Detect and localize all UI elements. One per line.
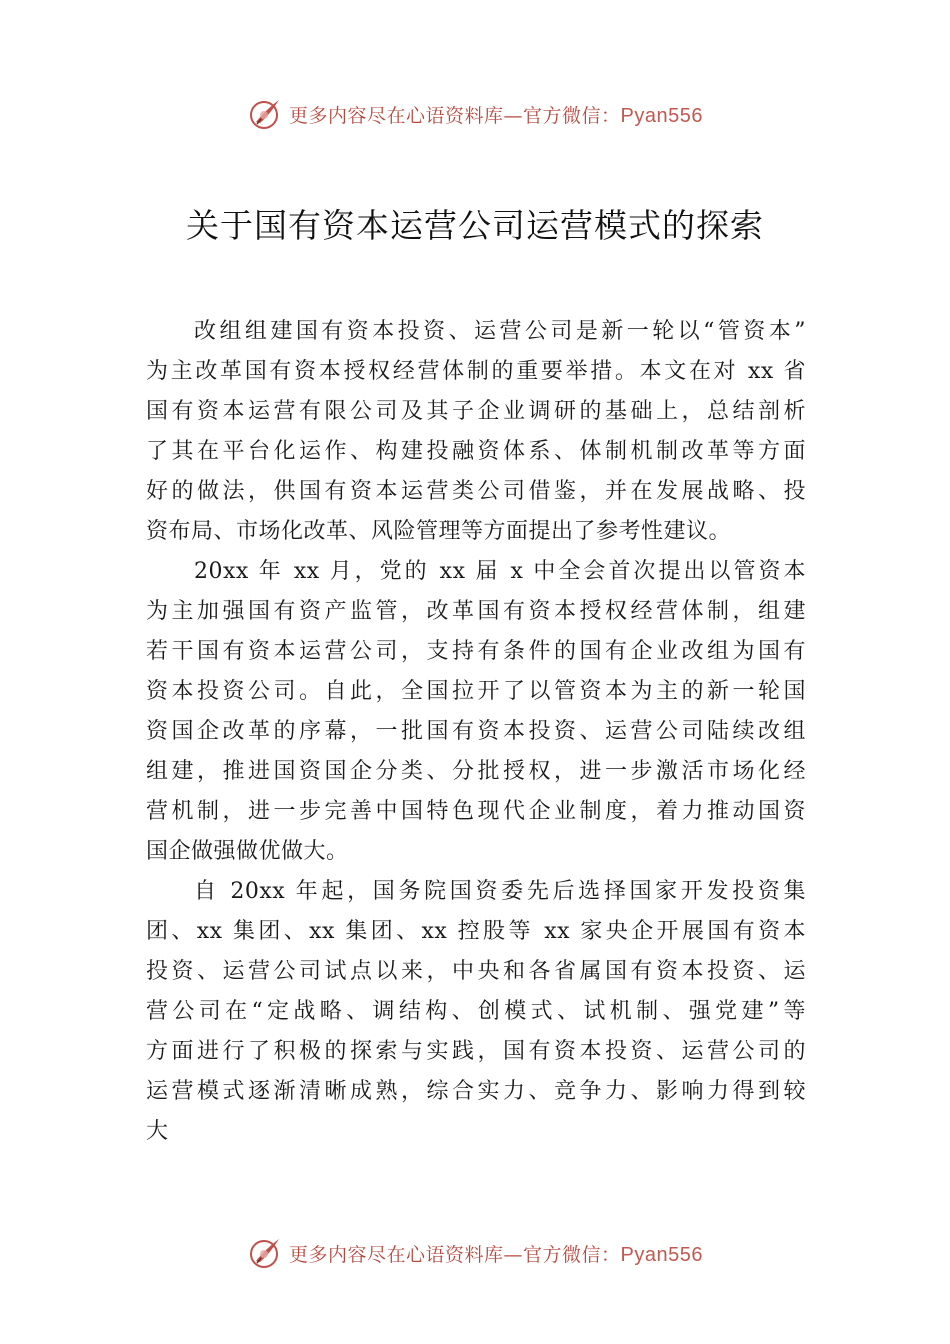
body-line: 资国企改革的序幕，一批国有资本投资、运营公司陆续改组 bbox=[146, 719, 806, 744]
body-line: 了其在平台化运作、构建投融资体系、体制机制改革等方面 bbox=[146, 439, 806, 464]
document-title: 关于国有资本运营公司运营模式的探索 bbox=[186, 206, 764, 245]
body-line: 方面进行了积极的探索与实践，国有资本投资、运营公司的 bbox=[146, 1039, 806, 1064]
body-line: 若干国有资本运营公司，支持有条件的国有企业改组为国有 bbox=[146, 639, 806, 664]
body-line: 国有资本运营有限公司及其子企业调研的基础上，总结剖析 bbox=[146, 399, 806, 424]
body-line: 好的做法，供国有资本运营类公司借鉴，并在发展战略、投 bbox=[146, 479, 806, 504]
body-line: 改组组建国有资本投资、运营公司是新一轮以“管资本” bbox=[194, 319, 806, 344]
body-line: 运营模式逐渐清晰成熟，综合实力、竞争力、影响力得到较 bbox=[146, 1079, 806, 1104]
header-watermark-text: 更多内容尽在心语资料库—官方微信：Pyan556 bbox=[289, 104, 703, 127]
body-line: 自 20xx 年起，国务院国资委先后选择国家开发投资集 bbox=[194, 879, 806, 904]
body-line: 投资、运营公司试点以来，中央和各省属国有资本投资、运 bbox=[146, 959, 806, 984]
body-line: 为主改革国有资本授权经营体制的重要举措。本文在对 xx 省 bbox=[146, 359, 806, 384]
body-line: 国企做强做优做大。 bbox=[146, 839, 349, 864]
body-line: 营机制，进一步完善中国特色现代企业制度，着力推动国资 bbox=[146, 799, 806, 824]
body-line: 资本投资公司。自此，全国拉开了以管资本为主的新一轮国 bbox=[146, 679, 806, 704]
body-line: 团、xx 集团、xx 集团、xx 控股等 xx 家央企开展国有资本 bbox=[146, 919, 806, 944]
document-body bbox=[146, 312, 806, 1152]
footer-wechat-handle: Pyan556 bbox=[620, 1243, 703, 1266]
body-line: 资布局、市场化改革、风险管理等方面提出了参考性建议。 bbox=[146, 519, 732, 544]
body-line: 20xx 年 xx 月，党的 xx 届 x 中全会首次提出以管资本 bbox=[194, 559, 806, 584]
quill-logo-icon bbox=[247, 1235, 283, 1271]
footer-watermark-text: 更多内容尽在心语资料库—官方微信：Pyan556 bbox=[289, 1243, 703, 1266]
body-line: 营公司在“定战略、调结构、创模式、试机制、强党建”等 bbox=[146, 999, 806, 1024]
footer-watermark bbox=[0, 1231, 950, 1275]
quill-logo-icon bbox=[247, 96, 283, 132]
body-line: 大 bbox=[146, 1119, 169, 1144]
header-wechat-handle: Pyan556 bbox=[620, 104, 703, 127]
header-watermark bbox=[0, 92, 950, 136]
body-line: 为主加强国有资产监管，改革国有资本授权经营体制，组建 bbox=[146, 599, 806, 624]
body-line: 组建，推进国资国企分类、分批授权，进一步激活市场化经 bbox=[146, 759, 806, 784]
